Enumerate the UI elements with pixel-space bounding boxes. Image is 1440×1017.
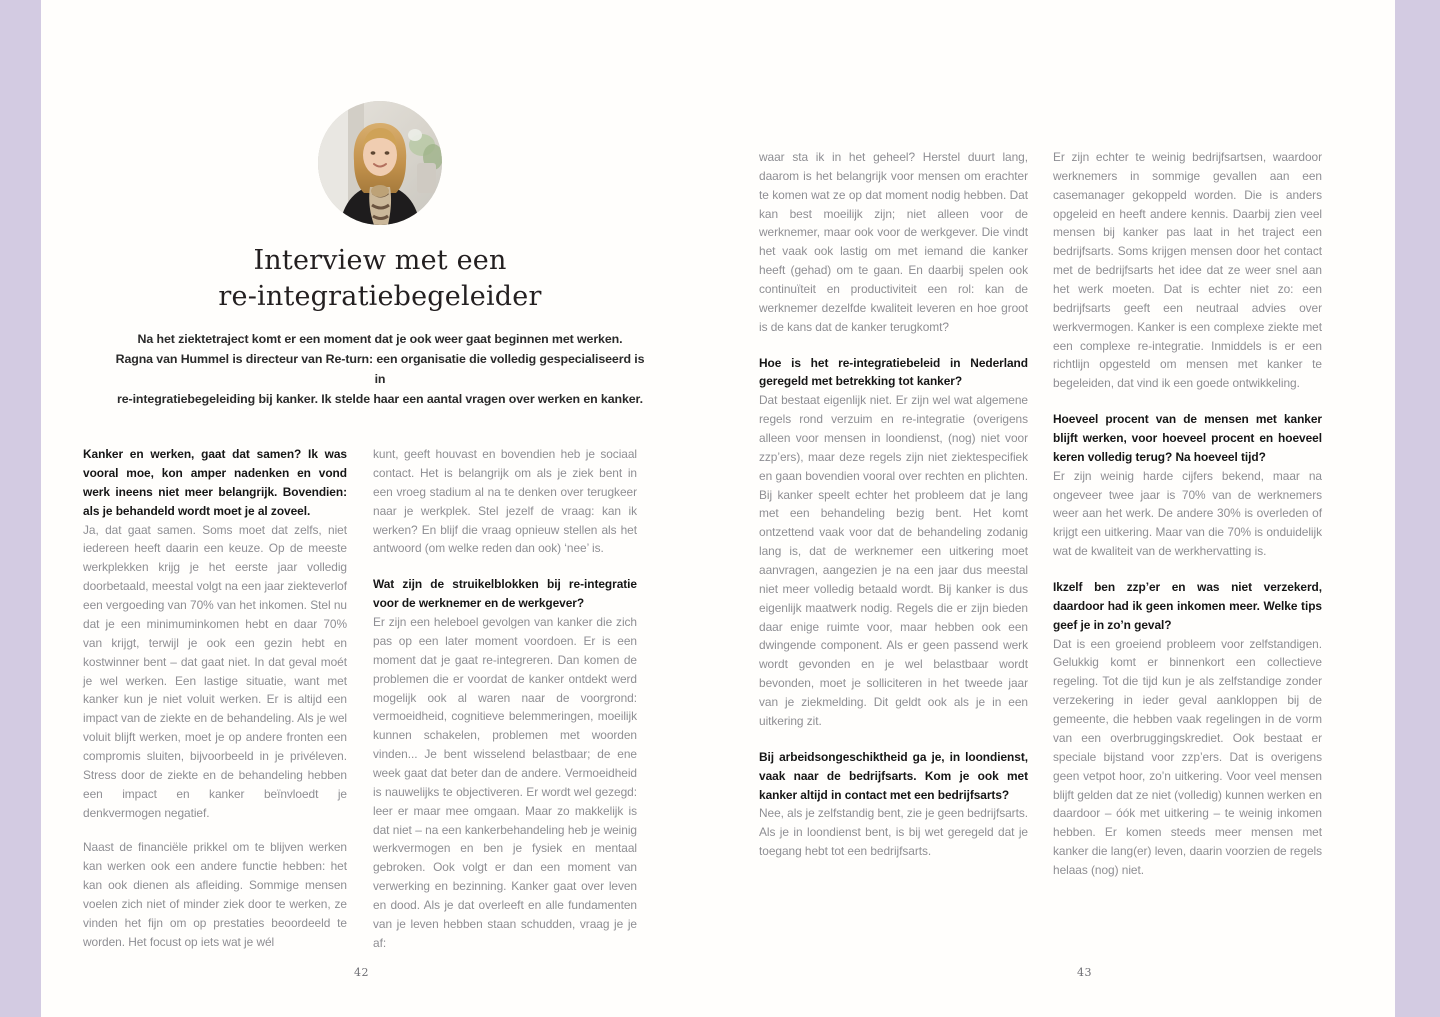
column-2 (373, 445, 637, 952)
answer-text: Er zijn echter te weinig bedrijfsartsen, waardoor werknemers in sommige gevallen aan een casemanager gekoppeld worden. Die is anders opgeleid en heeft andere kennis. Daarbij zien veel mensen bij kanker pas laat in het traject een bedrijfsarts. Soms krijgen mensen door het contact met de bedrijfsarts het idee dat ze weer snel aan het werk moeten. Dat is echter niet zo: een bedrijfsarts geeft een neutraal advies over werkvermogen. Kanker is een complexe ziekte met een complexe re-integratie. Inmiddels is er een richtlijn opgesteld om mensen met kanker te begeleiden, dat vind ik een goede ontwikkeling. (1053, 150, 1322, 391)
standfirst-line-3: re-integratiebegeleiding bij kanker. Ik stelde haar een aantal vragen over werken en kanker. (117, 392, 643, 407)
magazine-spread (41, 0, 1395, 1017)
answer-text: Dat is een groeiend probleem voor zelfstandigen. Gelukkig komt er binnenkort een collectieve regeling. Tot die tijd kun je als zelfstandige zonder verzekering in ieder geval aankloppen bij de gemeente, die hebben vaak regelingen in de vorm van een overbruggingskrediet. Ook bestaat er speciale bijstand voor zzp’ers. Dat is overigens geen vetpot hoor, zo’n uitkering. Voor veel mensen blijft gelden dat ze niet (volledig) kunnen werken en daardoor – óók met uitkering – te weinig inkomen hebben. Er komen steeds meer mensen met kanker die lang(er) leven, daarin voorzien de regels helaas (nog) niet. (1053, 636, 1322, 877)
page-number-left: 42 (354, 966, 369, 979)
question-text: Hoeveel procent van de mensen met kanker blijft werken, voor hoeveel procent en hoeveel keren volledig terug? Na hoeveel tijd? (1053, 412, 1322, 464)
columns-left (83, 445, 677, 952)
answer-text: waar sta ik in het geheel? Herstel duurt lang, daarom is het belangrijk voor mensen om erachter te komen wat ze op dat moment nodig hebben. Dat kan best moeilijk zijn; niet alleen voor de werknemer, maar ook voor de werkgever. Die vindt het vaak ook lastig om met iemand die kanker heeft (gehad) om te gaan. En daarbij spelen ook continuïteit en productiviteit een rol: kan de werknemer dezelfde kwaliteit leveren en hoe groot is de kans dat de kanker terugkomt? (759, 150, 1028, 334)
portrait-container (83, 0, 677, 225)
answer-text: kunt, geeft houvast en bovendien heb je sociaal contact. Het is belangrijk om als je ziek bent in een vroeg stadium al na te denken over terugkeer naar je werkplek. Stel jezelf de vraag: kan ik werken? En blijf die vraag opnieuw stellen als het antwoord (om welke reden dan ook) ‘nee’ is. (373, 447, 637, 556)
column-4 (1053, 148, 1322, 880)
column-3 (759, 148, 1028, 880)
standfirst-line-2: Ragna van Hummel is directeur van Re-turn: een organisatie die volledig gespecialiseerd is in (115, 351, 645, 386)
answer-text: Naast de financiële prikkel om te blijven werken kan werken ook een andere functie hebben: het kan ook dienen als afleiding. Sommige mensen voelen zich niet of minder ziek door te werken, ze vinden het fijn om op prestaties beoordeeld te worden. Het focust op iets wat je wél (83, 840, 347, 949)
answer-text: Er zijn weinig harde cijfers bekend, maar na ongeveer twee jaar is 70% van de werknemers weer aan het werk. De andere 30% is overleden of krijgt een uitkering. Maar van die 70% is onduidelijk wat de kwaliteit van de werkhervatting is. (1053, 468, 1322, 559)
answer-text: Dat bestaat eigenlijk niet. Er zijn wel wat algemene regels rond verzuim en re-integratie (overigens alleen voor mensen in loondienst, (nog) niet voor zzp’ers), maar deze regels zijn niet ziektespecifiek en gaan bovendien vooral over rechten en plichten. Bij kanker speelt echter het probleem dat je lang met een behandeling bezig bent. Het komt ontzettend vaak voor dat de behandeling zodanig lang is, dat de werknemer een uitkering moet aanvragen, aangezien je na een jaar dus meestal niet meer volledig betaald wordt. Bij kanker is dus eigenlijk maatwerk nodig. Regels die er zijn bieden daar enige ruimte voor, maar hebben ook een dwingende component. Als er geen passend werk wordt gevonden en je wel belastbaar wordt bevonden, moet je solliciteren in het tweede jaar van je ziekmelding. Dit geldt ook als je in een uitkering zit. (759, 393, 1028, 728)
title-line-1: Interview met een (253, 245, 507, 276)
column-1 (83, 445, 347, 952)
columns-right (759, 0, 1362, 880)
standfirst-line-1: Na het ziektetraject komt er een moment dat je ook weer gaat beginnen met werken. (137, 331, 623, 346)
title-line-2: re-integratiebegeleider (218, 280, 542, 312)
page-title (83, 243, 677, 315)
answer-text: Nee, als je zelfstandig bent, zie je geen bedrijfsarts. Als je in loondienst bent, is bij wet geregeld dat je toegang hebt tot een bedrijfsarts. (759, 806, 1028, 859)
avatar (318, 101, 442, 225)
portrait-photo-icon (318, 101, 442, 225)
page-left (41, 0, 718, 1017)
question-text: Ikzelf ben zzp’er en was niet verzekerd, daardoor had ik geen inkomen meer. Welke tips geef je in zo’n geval? (1053, 580, 1322, 632)
page-right (718, 0, 1395, 1017)
article-standfirst (113, 329, 647, 409)
answer-text: Er zijn een heleboel gevolgen van kanker die zich pas op een later moment voordoen. Er is een moment dat je gaat re-integreren. Dan komen de problemen die er voordat de kanker ontdekt werd mogelijk ook al waren naar de voorgrond: vermoeidheid, cognitieve belemmeringen, moeilijk kunnen schakelen, problemen met woorden vinden... Je bent wisselend belastbaar; de ene week gaat dat beter dan de andere. Vermoeidheid is nauwelijks te objectiveren. Er wordt wel gezegd: leer er maar mee omgaan. Maar zo makkelijk is dat niet – na een kankerbehandeling heb je weinig werkvermogen en ben je fysiek en mentaal gebroken. Ook volgt er dan een moment van verwerking en bezinning. Kanker gaat over leven en dood. Als je dat overleeft en alle fundamenten van je leven hebben staan schudden, vraag je je af: (373, 615, 637, 950)
question-text: Bij arbeidsongeschiktheid ga je, in loondienst, vaak naar de bedrijfsarts. Kom je ook met kanker altijd in contact met een bedrijfsarts? (759, 749, 1028, 802)
answer-text: Ja, dat gaat samen. Soms moet dat zelfs, niet iedereen heeft daarin een keuze. Op de meeste werkplekken krijg je het eerste jaar volledig doorbetaald, meestal volgt na een jaar ziekteverlof een vergoeding van 70% van het inkomen. Stel nu dat je een minimuminkomen hebt en daar 70% van krijgt, terwijl je ook een gezin hebt en kostwinner bent – dat gaat niet. In dat geval moét je wel werken. Een lastige situatie, want met kanker kun je niet voluit werken. Er is altijd een impact van de ziekte en de behandeling. Als je wel voluit blijft werken, moet je op andere fronten een compromis sluiten, bijvoorbeeld in je privéleven. Stress door de ziekte en de behandeling hebben een impact en kanker beïnvloedt je denkvermogen negatief. (83, 522, 347, 820)
page-number-right: 43 (1077, 966, 1092, 979)
question-text: Wat zijn de struikelblokken bij re-integratie voor de werknemer en de werkgever? (373, 577, 637, 611)
question-text: Hoe is het re-integratiebeleid in Nederland geregeld met betrekking tot kanker? (759, 355, 1028, 389)
question-text: Kanker en werken, gaat dat samen? Ik was vooral moe, kon amper nadenken en vond werk ineens niet meer belangrijk. Bovendien: als je behandeld wordt moet je al zoveel. (83, 447, 347, 518)
